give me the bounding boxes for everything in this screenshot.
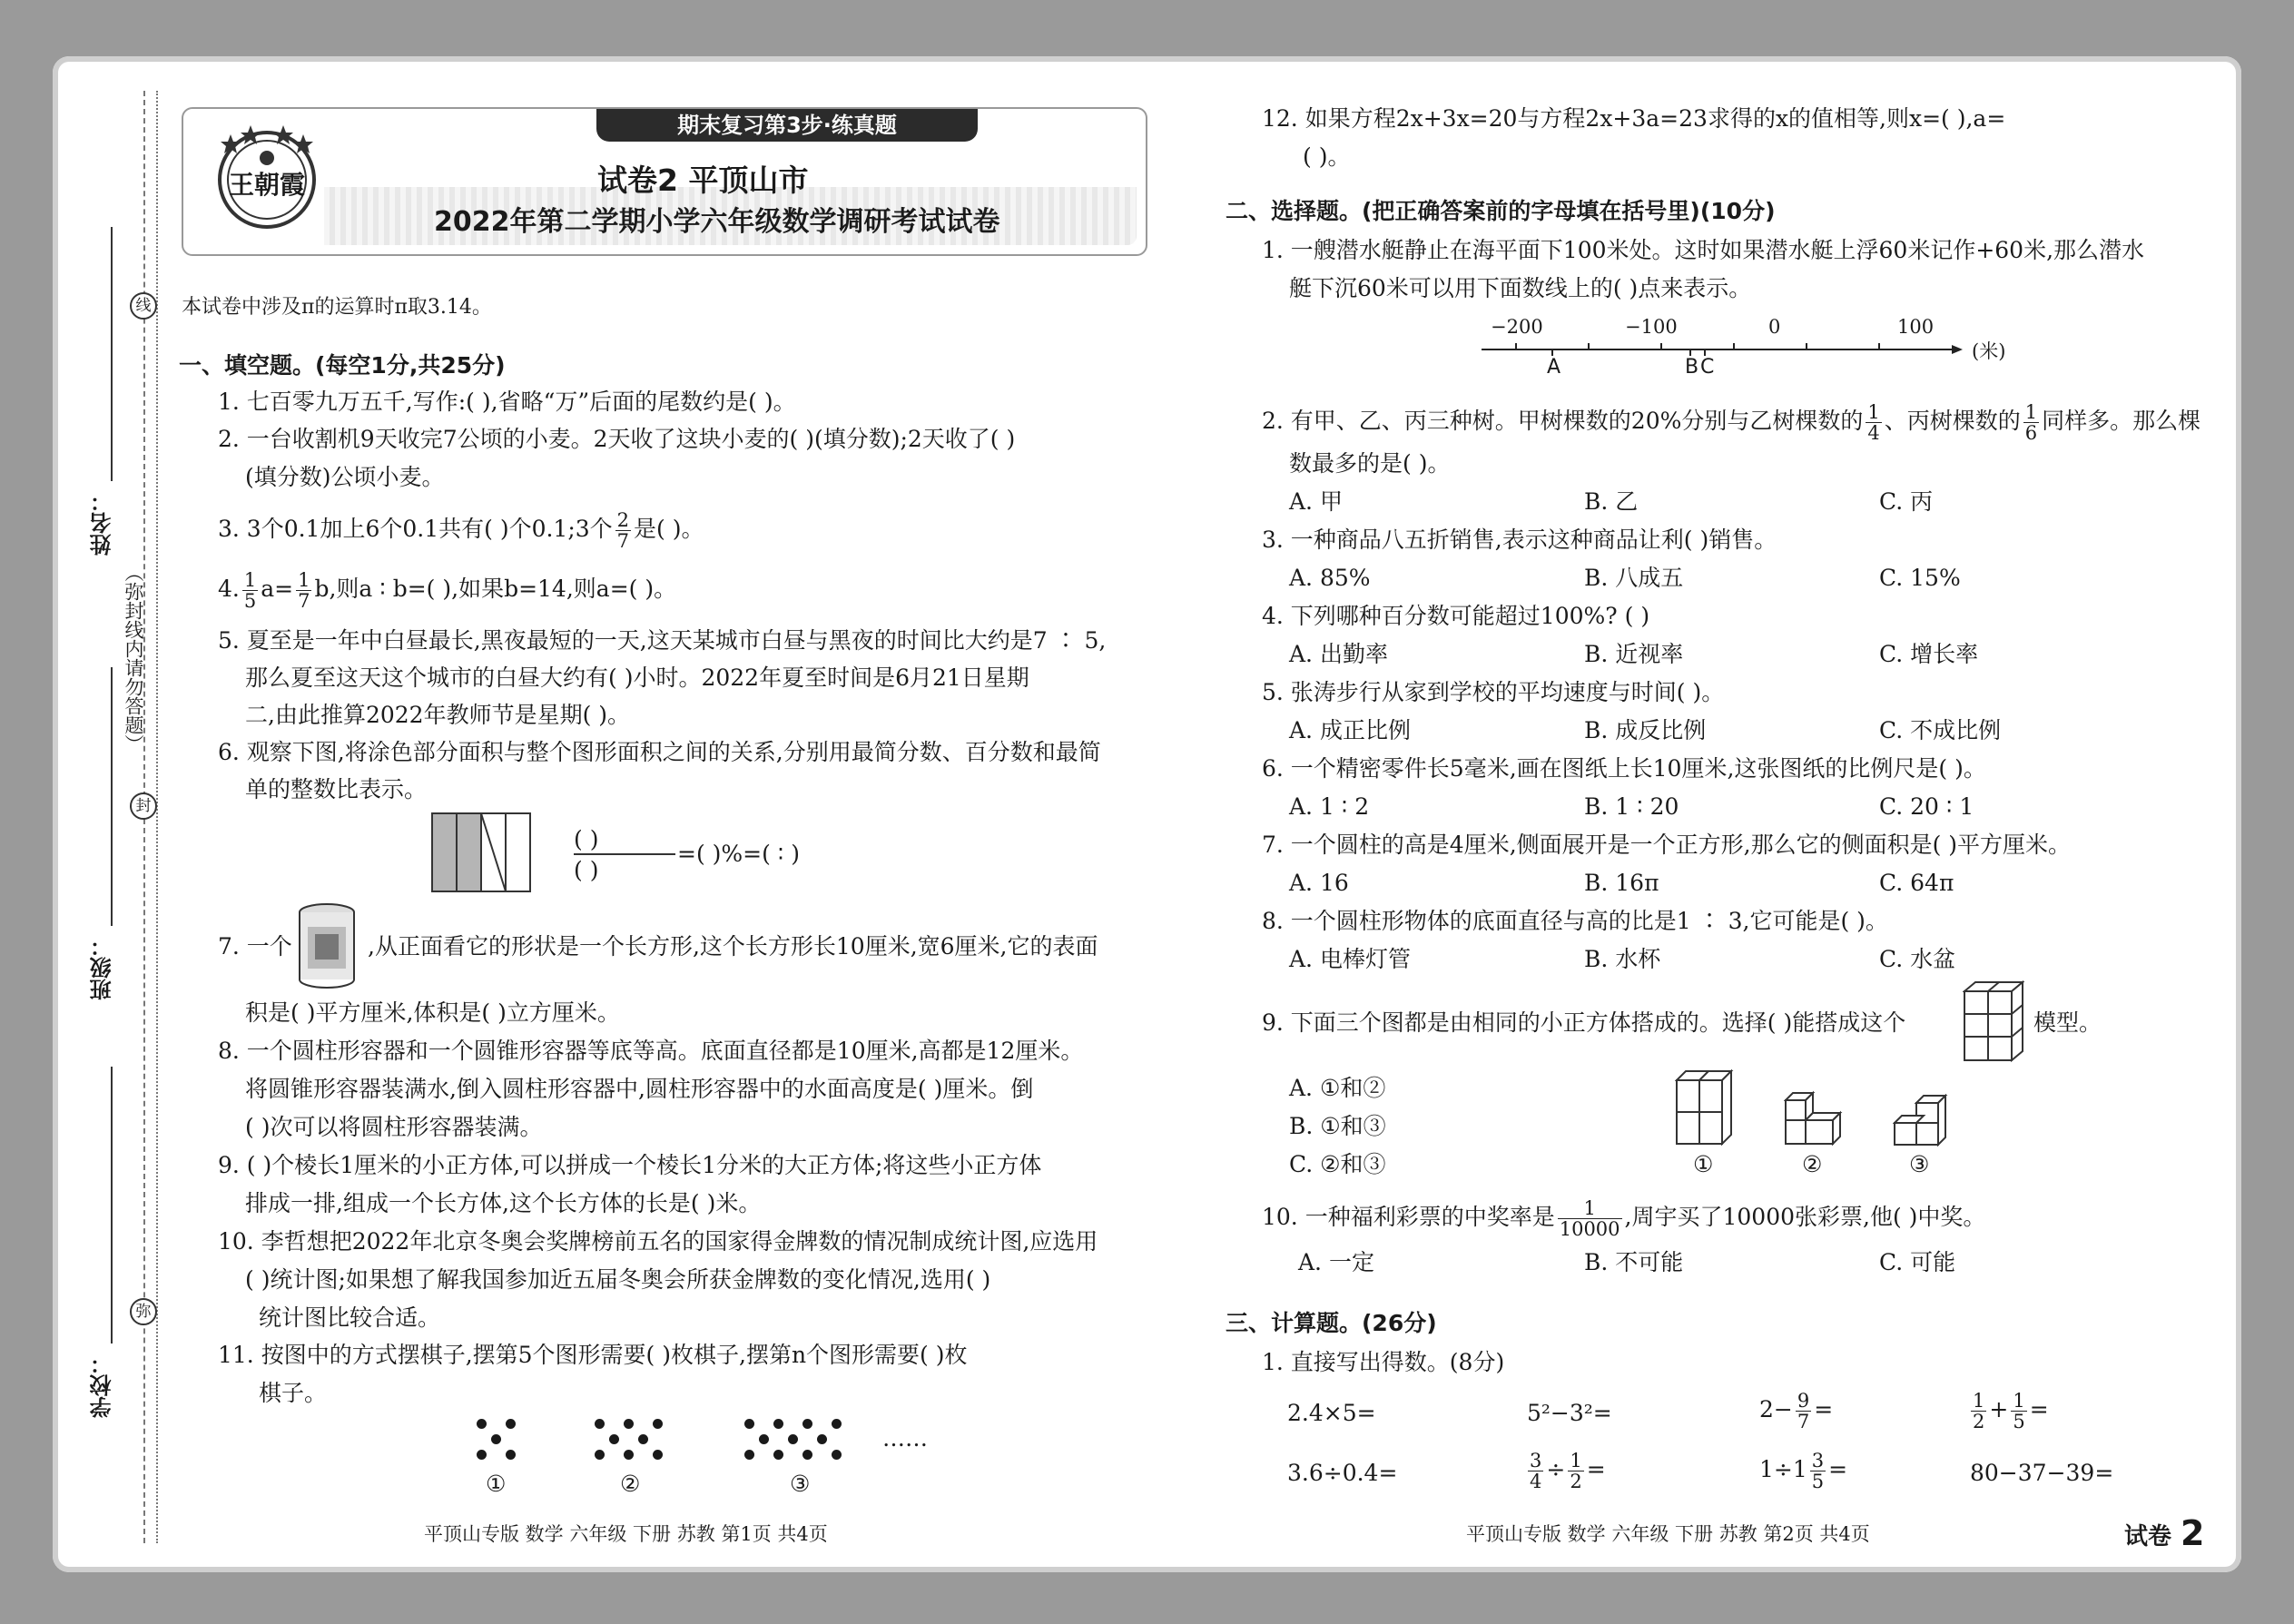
s1-q4-mid: a= (261, 576, 294, 603)
numberline-point-a: A (1547, 356, 1561, 379)
s2-q7-opt-c[interactable]: C. 64π (1879, 870, 1954, 896)
s1-q6-figure (431, 812, 531, 896)
s3-calc-3: 2− $\frac{9}{7}$ = (1759, 1390, 1834, 1433)
s2-q2-opt-b[interactable]: B. 乙 (1584, 488, 1639, 515)
s2-q5-opt-c[interactable]: C. 不成比例 (1879, 717, 2002, 743)
numberline-point-b: B (1685, 356, 1699, 379)
s1-q6-blank-bottom[interactable]: ( ) (574, 857, 599, 883)
banner-top-label: 期末复习第3步·练真题 (596, 109, 978, 142)
s2-q9-figure-3 (1893, 1094, 1949, 1150)
s3-calc-6: $\frac{3}{4}$ ÷ $\frac{1}{2}$ = (1530, 1450, 1606, 1493)
fraction-1-10000: $\frac{1}{10000}$ (1559, 1197, 1620, 1241)
s2-q2-pre: 2. 有甲、乙、丙三种树。甲树棵数的20%分别与乙树棵数的 (1262, 408, 1864, 435)
s2-q5-opt-a[interactable]: A. 成正比例 (1289, 717, 1411, 743)
s2-q2-opt-c[interactable]: C. 丙 (1879, 488, 1934, 515)
s1-q1: 1. 七百零九万五千,写作:( ),省略“万”后面的尾数约是( )。 (218, 389, 796, 415)
s2-q9-opt-b[interactable]: B. ①和③ (1289, 1113, 1386, 1139)
s1-q7-line2: 积是( )平方厘米,体积是( )立方厘米。 (245, 999, 620, 1026)
s2-q3: 3. 一种商品八五折销售,表示这种商品让利( )销售。 (1262, 527, 1777, 553)
section2-heading: 二、选择题。(把正确答案前的字母填在括号里)(10分) (1226, 198, 1776, 224)
s2-q10-post: ,周宇买了10000张彩票,他( )中奖。 (1624, 1204, 1986, 1231)
s2-q5-opt-b[interactable]: B. 成反比例 (1584, 717, 1707, 743)
s2-q6-opt-a[interactable]: A. 1 ∶ 2 (1289, 793, 1370, 820)
name-field-line[interactable] (111, 227, 113, 481)
s1-q11-label-2: ② (620, 1471, 641, 1497)
s2-q9-figure-1 (1675, 1069, 1738, 1149)
s3-calc-7-pre: 1÷1 (1759, 1456, 1807, 1483)
s1-q6-blank-top[interactable]: ( ) (574, 826, 599, 852)
binding-mark-feng: 封 (130, 792, 157, 820)
s1-q6-blank-right[interactable]: =( )%=( ∶ ) (677, 841, 801, 867)
s1-q3 (218, 510, 704, 551)
fraction-3-5: $\frac{3}{5}$ (1811, 1450, 1825, 1493)
s2-q3-opt-c[interactable]: C. 15% (1879, 565, 1961, 591)
intro-note: 本试卷中涉及π的运算时π取3.14。 (182, 296, 492, 319)
fraction-1-2: $\frac{1}{2}$ (1973, 1390, 1985, 1433)
s2-q1-line2: 艇下沉60米可以用下面数线上的( )点来表示。 (1289, 275, 1752, 301)
s2-q2-line1 (1262, 402, 2200, 443)
fraction-1-6: $\frac{1}{6}$ (2024, 401, 2038, 445)
s2-q10-opt-a[interactable]: A. 一定 (1298, 1249, 1374, 1275)
s2-q2-opt-a[interactable]: A. 甲 (1289, 488, 1343, 515)
s1-q6-line1: 6. 观察下图,将涂色部分面积与整个图形面积之间的关系,分别用最简分数、百分数和最简 (218, 739, 1101, 765)
section3-heading: 三、计算题。(26分) (1226, 1310, 1437, 1336)
s2-q7-opt-a[interactable]: A. 16 (1289, 870, 1349, 896)
numberline-tick-0: 0 (1768, 316, 1781, 338)
s1-q5-line3: 二,由此推算2022年教师节是星期( )。 (245, 702, 631, 728)
s2-q8-opt-a[interactable]: A. 电棒灯管 (1289, 946, 1411, 972)
s2-q9-label-2: ② (1802, 1151, 1823, 1177)
binding-note: （弥封线内请勿答题） (123, 563, 144, 753)
s2-q2-mid: 、丙树棵数的 (1884, 408, 2021, 435)
s1-q8-line2: 将圆锥形容器装满水,倒入圆柱形容器中,圆柱形容器中的水面高度是( )厘米。倒 (245, 1076, 1034, 1102)
s1-q4-num: 4. (218, 576, 240, 603)
name-label: 姓名： (90, 490, 115, 556)
s1-q7-line1-post: ,从正面看它的形状是一个长方形,这个长方形长10厘米,宽6厘米,它的表面 (368, 933, 1098, 960)
s2-q6-opt-c[interactable]: C. 20 ∶ 1 (1879, 793, 1974, 820)
s2-q9-label-1: ① (1693, 1151, 1714, 1177)
s3-q1: 1. 直接写出得数。(8分) (1262, 1349, 1505, 1375)
s2-q2-post: 同样多。那么棵 (2042, 408, 2201, 435)
logo-text: 王朝霞 (228, 170, 305, 200)
footer-left: 平顶山专版 数学 六年级 下册 苏教 第1页 共4页 (424, 1523, 828, 1545)
s1-q4-post: b,则a ∶ b=( ),如果b=14,则a=( )。 (314, 576, 677, 603)
class-field-line[interactable] (111, 667, 113, 926)
s2-q9-pre: 9. 下面三个图都是由相同的小正方体搭成的。选择( )能搭成这个 (1262, 1009, 1906, 1036)
footer-right: 平顶山专版 数学 六年级 下册 苏教 第2页 共4页 (1466, 1523, 1870, 1545)
fraction-1-5: $\frac{1}{5}$ (243, 569, 257, 613)
s2-q9-model-cube (1963, 980, 2024, 1066)
s1-q7-cylinder-image (295, 901, 359, 994)
s2-q9-opt-c[interactable]: C. ②和③ (1289, 1151, 1386, 1177)
school-field-line[interactable] (111, 1067, 113, 1343)
s1-q8-line1: 8. 一个圆柱形容器和一个圆锥形容器等底等高。底面直径都是10厘米,高都是12厘米。 (218, 1038, 1084, 1064)
s2-q4: 4. 下列哪种百分数可能超过100%? ( ) (1262, 603, 1650, 629)
s3-calc-3-pre: 2− (1759, 1396, 1793, 1423)
s1-q2-line1: 2. 一台收割机9天收完7公顷的小麦。2天收了这块小麦的( )(填分数);2天收了( ) (218, 426, 1016, 452)
s1-q11-ellipsis: …… (882, 1425, 928, 1452)
s2-q8: 8. 一个圆柱形物体的底面直径与高的比是1 ∶ 3,它可能是( )。 (1262, 908, 1888, 934)
s2-q6-opt-b[interactable]: B. 1 ∶ 20 (1584, 793, 1679, 820)
fraction-2-7: $\frac{2}{7}$ (616, 509, 630, 553)
numberline-point-c: C (1700, 356, 1715, 379)
exam-subtitle: 2022年第二学期小学六年级数学调研考试试卷 (434, 206, 1000, 238)
s2-q10-opt-b[interactable]: B. 不可能 (1584, 1249, 1684, 1275)
s3-calc-4: $\frac{1}{2}$ + $\frac{1}{5}$ = (1973, 1390, 2049, 1433)
s2-q4-opt-b[interactable]: B. 近视率 (1584, 641, 1684, 667)
s2-q8-opt-b[interactable]: B. 水杯 (1584, 946, 1661, 972)
s1-q6-fraction-bar (574, 853, 675, 855)
s2-q4-opt-c[interactable]: C. 增长率 (1879, 641, 1979, 667)
page-badge-number: 2 (2181, 1513, 2205, 1553)
s1-q3-pre: 3. 3个0.1加上6个0.1共有( )个0.1;3个 (218, 516, 613, 543)
binding-mark-mi: 弥 (130, 1298, 157, 1325)
class-label: 班级： (90, 935, 115, 1000)
s1-q10-line2: ( )统计图;如果想了解我国参加近五届冬奥会所获金牌数的变化情况,选用( ) (245, 1266, 991, 1293)
logo (203, 118, 330, 241)
section1-heading: 一、填空题。(每空1分,共25分) (179, 352, 506, 379)
s1-q6-line2: 单的整数比表示。 (245, 776, 428, 802)
s2-q3-opt-b[interactable]: B. 八成五 (1584, 565, 1684, 591)
s3-calc-6-op: ÷ (1546, 1456, 1566, 1483)
numberline-tick-neg100: −100 (1625, 316, 1678, 338)
numberline-tick-100: 100 (1897, 316, 1935, 338)
s1-q9-line2: 排成一排,组成一个长方体,这个长方体的长是( )米。 (245, 1190, 762, 1216)
s1-q3-post: 是( )。 (634, 516, 704, 543)
s2-q3-opt-a[interactable]: A. 85% (1289, 565, 1371, 591)
s2-q10-opt-c[interactable]: C. 可能 (1879, 1249, 1956, 1275)
fraction-1-4: $\frac{1}{4}$ (1867, 401, 1880, 445)
numberline-tick-neg200: −200 (1491, 316, 1543, 338)
s2-q9-opt-a[interactable]: A. ①和② (1289, 1075, 1386, 1101)
s1-q7-line1-pre: 7. 一个 (218, 933, 292, 960)
fraction-9-7: $\frac{9}{7}$ (1797, 1390, 1810, 1433)
s2-q6: 6. 一个精密零件长5毫米,画在图纸上长10厘米,这张图纸的比例尺是( )。 (1262, 755, 1986, 782)
s2-q9-figure-2 (1784, 1089, 1844, 1149)
s2-q2-line2: 数最多的是( )。 (1289, 450, 1451, 477)
fraction-1-7: $\frac{1}{7}$ (298, 569, 310, 613)
s3-calc-7: 1÷1 $\frac{3}{5}$ = (1759, 1450, 1848, 1493)
s1-q4 (218, 570, 676, 611)
s1-q2-line2: (填分数)公顷小麦。 (245, 464, 445, 490)
s1-q5-line1: 5. 夏至是一年中白昼最长,黑夜最短的一天,这天某城市白昼与黑夜的时间比大约是7 ∶ 5, (218, 627, 1107, 654)
school-label: 学校： (90, 1353, 115, 1418)
s2-q5: 5. 张涛步行从家到学校的平均速度与时间( )。 (1262, 679, 1725, 705)
binding-mark-xian: 线 (130, 292, 157, 320)
s2-q10-pre: 10. 一种福利彩票的中奖率是 (1262, 1204, 1555, 1231)
fraction-3-4: $\frac{3}{4}$ (1530, 1450, 1542, 1493)
s3-calc-1: 2.4×5= (1287, 1400, 1376, 1426)
s3-calc-8: 80−37−39= (1970, 1460, 2114, 1486)
numberline-unit: (米) (1972, 340, 2006, 362)
s1-q11-line1: 11. 按图中的方式摆棋子,摆第5个图形需要( )枚棋子,摆第n个图形需要( )枚 (218, 1342, 968, 1368)
s1-q5-line2: 那么夏至这天这个城市的白昼大约有( )小时。2022年夏至时间是6月21日星期 (245, 664, 1029, 691)
s2-q10 (1262, 1198, 1985, 1239)
page-badge-label: 试卷 (2124, 1523, 2172, 1550)
s2-q7: 7. 一个圆柱的高是4厘米,侧面展开是一个正方形,那么它的侧面积是( )平方厘米。 (1262, 832, 2072, 858)
exam-title: 试卷2 平顶山市 (597, 162, 809, 198)
s2-q9-label-3: ③ (1909, 1151, 1930, 1177)
s1-q8-line3: ( )次可以将圆柱形容器装满。 (245, 1114, 543, 1140)
s3-calc-2: 5²−3²= (1527, 1400, 1612, 1426)
s1-q9-line1: 9. ( )个棱长1厘米的小正方体,可以拼成一个棱长1分米的大正方体;将这些小正方体 (218, 1152, 1042, 1178)
s1-q10-line1: 10. 李哲想把2022年北京冬奥会奖牌榜前五名的国家得金牌数的情况制成统计图,应选用 (218, 1228, 1098, 1255)
s1-q10-line3: 统计图比较合适。 (259, 1304, 441, 1331)
fraction-1-5b: $\frac{1}{5}$ (2013, 1390, 2025, 1433)
s2-q1-line1: 1. 一艘潜水艇静止在海平面下100米处。这时如果潜水艇上浮60米记作+60米,那么潜水 (1262, 237, 2145, 263)
s1-q12-line2: ( )。 (1303, 143, 1351, 170)
s2-q7-opt-b[interactable]: B. 16π (1584, 870, 1659, 896)
s3-calc-4-op: + (1989, 1396, 2009, 1423)
s2-q4-opt-a[interactable]: A. 出勤率 (1289, 641, 1388, 667)
fraction-1-2b: $\frac{1}{2}$ (1570, 1450, 1582, 1493)
s3-calc-5: 3.6÷0.4= (1287, 1460, 1398, 1486)
s1-q11-label-1: ① (486, 1471, 507, 1497)
s2-q8-opt-c[interactable]: C. 水盆 (1879, 946, 1956, 972)
s1-q12-line1: 12. 如果方程2x+3x=20与方程2x+3a=23求得的x的值相等,则x=( ),a= (1262, 105, 2006, 132)
s2-q9-post: 模型。 (2033, 1009, 2102, 1036)
s1-q11-label-3: ③ (790, 1471, 811, 1497)
s1-q11-line2: 棋子。 (259, 1380, 328, 1406)
